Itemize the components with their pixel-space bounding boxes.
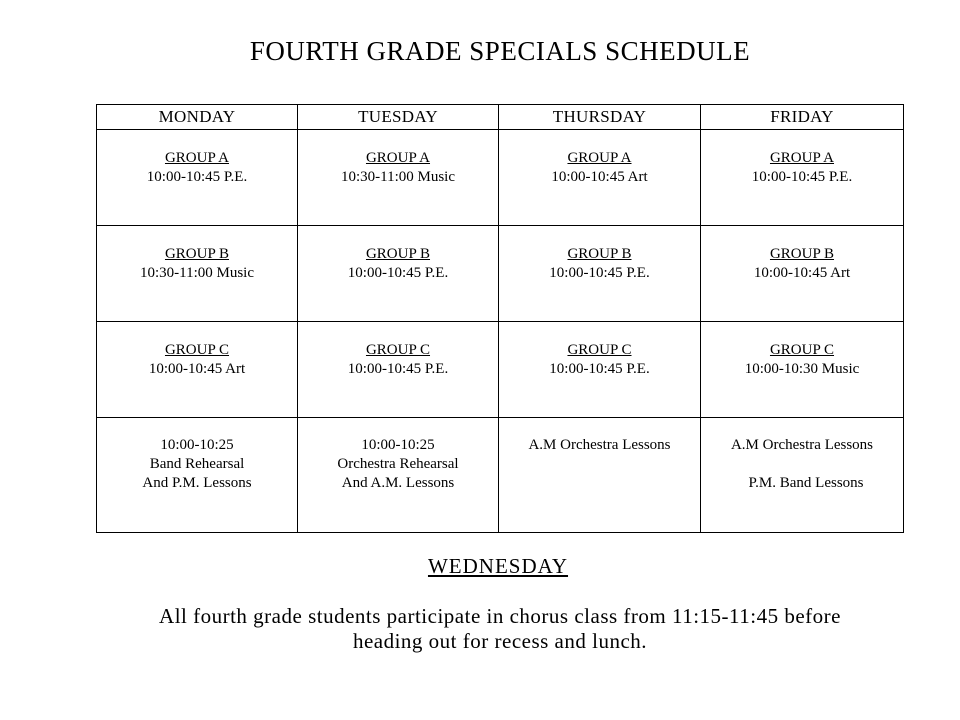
group-label: GROUP B — [365, 246, 431, 262]
schedule-cell — [499, 226, 701, 322]
schedule-cell — [97, 226, 298, 322]
monday-lessons-cell — [97, 418, 298, 533]
lesson-time: 10:00-10:25 — [361, 437, 435, 453]
time-slot: 10:00-10:45 P.E. — [347, 265, 449, 281]
time-slot: 10:30-11:00 Music — [340, 169, 456, 185]
time-slot: 10:00-10:45 Art — [753, 265, 851, 281]
group-label: GROUP A — [365, 150, 431, 166]
lesson-extra: P.M. Band Lessons — [748, 475, 864, 491]
group-label: GROUP C — [567, 342, 632, 358]
group-c-row — [97, 322, 904, 418]
day-header-monday: MONDAY — [97, 105, 298, 130]
lessons-row — [97, 418, 904, 533]
schedule-cell — [298, 322, 499, 418]
schedule-cell — [701, 130, 904, 226]
lesson-extra: And P.M. Lessons — [142, 475, 252, 491]
page-title: FOURTH GRADE SPECIALS SCHEDULE — [249, 36, 751, 66]
lesson-extra: And A.M. Lessons — [341, 475, 455, 491]
lesson-time: 10:00-10:25 — [160, 437, 234, 453]
time-slot: 10:00-10:45 Art — [551, 169, 648, 185]
time-slot: 10:00-10:45 P.E. — [146, 169, 248, 185]
day-header-row — [97, 105, 904, 130]
schedule-cell — [701, 226, 904, 322]
time-slot: 10:00-10:45 P.E. — [549, 265, 650, 281]
schedule-cell — [298, 130, 499, 226]
group-label: GROUP C — [365, 342, 431, 358]
wednesday-note — [100, 604, 900, 654]
schedule-table — [96, 104, 904, 533]
day-header-tuesday: TUESDAY — [298, 105, 499, 130]
schedule-cell — [499, 322, 701, 418]
group-label: GROUP A — [567, 150, 632, 166]
wednesday-heading: WEDNESDAY — [427, 554, 569, 578]
group-b-row — [97, 226, 904, 322]
group-label: GROUP B — [769, 246, 835, 262]
lesson-activity: A.M Orchestra Lessons — [528, 437, 671, 453]
group-label: GROUP A — [164, 150, 230, 166]
time-slot: 10:00-10:30 Music — [744, 361, 860, 377]
schedule-cell — [499, 130, 701, 226]
lesson-activity: A.M Orchestra Lessons — [730, 437, 874, 453]
schedule-cell — [97, 130, 298, 226]
tuesday-lessons-cell — [298, 418, 499, 533]
time-slot: 10:30-11:00 Music — [139, 265, 255, 281]
group-label: GROUP C — [164, 342, 230, 358]
schedule-cell — [701, 322, 904, 418]
friday-lessons-cell — [701, 418, 904, 533]
time-slot: 10:00-10:45 P.E. — [549, 361, 650, 377]
wednesday-note-line-2: heading out for recess and lunch. — [352, 629, 648, 653]
group-label: GROUP A — [769, 150, 835, 166]
time-slot: 10:00-10:45 Art — [148, 361, 246, 377]
day-header-thursday: THURSDAY — [499, 105, 701, 130]
lesson-activity: Orchestra Rehearsal — [337, 456, 459, 472]
schedule-cell — [97, 322, 298, 418]
lesson-activity: Band Rehearsal — [149, 456, 245, 472]
time-slot: 10:00-10:45 P.E. — [751, 169, 853, 185]
group-a-row — [97, 130, 904, 226]
wednesday-note-line-1: All fourth grade students participate in chorus class from 11:15-11:45 before — [159, 604, 841, 628]
time-slot: 10:00-10:45 P.E. — [347, 361, 449, 377]
group-label: GROUP B — [567, 246, 632, 262]
thursday-lessons-cell — [499, 418, 701, 533]
day-header-friday: FRIDAY — [701, 105, 904, 130]
schedule-cell — [298, 226, 499, 322]
group-label: GROUP B — [164, 246, 230, 262]
group-label: GROUP C — [769, 342, 835, 358]
